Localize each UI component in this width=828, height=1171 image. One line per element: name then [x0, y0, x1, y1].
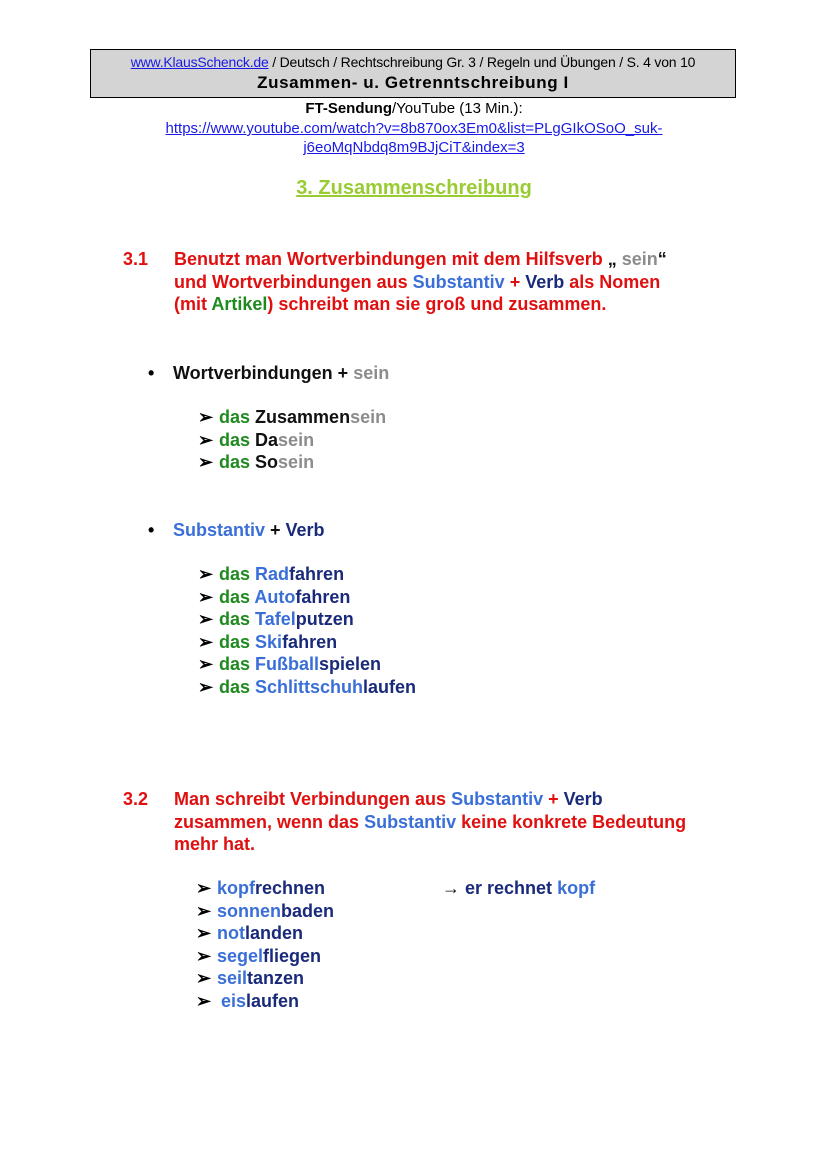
- rule-number: 3.1: [123, 249, 149, 269]
- header-breadcrumb: [91, 54, 735, 70]
- bullet-icon: •: [148, 363, 155, 383]
- list-no-concrete-meaning: [196, 877, 334, 1012]
- arrow-icon: ➢: [196, 990, 212, 1011]
- arrow-icon: ➢: [196, 900, 212, 921]
- list-item: ➢ kopfrechnen: [196, 878, 326, 898]
- youtube-link-line1: [0, 120, 828, 138]
- bullet-icon: •: [148, 520, 155, 540]
- list-substantiv-verb: [198, 563, 416, 698]
- arrow-icon: ➢: [198, 586, 214, 607]
- site-link[interactable]: www.KlausSchenck.de: [130, 54, 269, 70]
- list-item: ➢ das Fußballspielen: [198, 654, 382, 674]
- list-item: ➢ das Autofahren: [198, 586, 351, 607]
- youtube-link-cont[interactable]: j6eoMqNbdq8m9BJjCiT&index=3: [303, 139, 525, 156]
- arrow-icon: ➢: [198, 609, 214, 629]
- arrow-icon: ➢: [198, 676, 214, 697]
- example-kopfrechnen: → er rechnet kopf: [442, 878, 596, 898]
- ft-rest: /YouTube (13 Min.):: [392, 100, 523, 117]
- list-item: ➢ seiltanzen: [196, 968, 305, 988]
- list-item: ➢ sonnenbaden: [196, 900, 335, 921]
- arrow-icon: ➢: [198, 564, 214, 584]
- list-item: ➢ das Tafelputzen: [198, 609, 354, 629]
- arrow-icon: ➢: [196, 878, 212, 898]
- arrow-icon: ➢: [196, 923, 212, 943]
- arrow-icon: ➢: [198, 429, 214, 450]
- arrow-icon: ➢: [198, 407, 214, 427]
- list-item: ➢ das Zusammensein: [198, 407, 387, 427]
- list-sein: [198, 406, 386, 474]
- list-item: ➢ das Skifahren: [198, 631, 338, 652]
- youtube-link-line2: [0, 139, 828, 157]
- section-title: 3. Zusammenschreibung: [296, 177, 532, 199]
- bullet-wortverbindungen: • Wortverbindungen + sein: [148, 363, 390, 383]
- arrow-icon: ➢: [196, 968, 212, 988]
- list-item: ➢ notlanden: [196, 923, 303, 943]
- arrow-icon: ➢: [198, 452, 214, 472]
- rule-text: Man schreibt Verbindungen aus Substantiv + Verb zusammen, wenn das Substantiv keine konkrete Bedeutung mehr hat.: [174, 789, 687, 854]
- list-item: ➢ segelfliegen: [196, 945, 322, 966]
- arrow-icon: ➢: [198, 654, 214, 674]
- document-title: Zusammen- u. Getrenntschreibung I: [257, 73, 569, 92]
- list-item: ➢ eislaufen: [196, 990, 300, 1011]
- header-path: / Deutsch / Rechtschreibung Gr. 3 / Regeln und Übungen / S. 4 von 10: [268, 54, 696, 70]
- arrow-icon: ➢: [198, 631, 214, 652]
- bullet-substantiv-verb: • Substantiv + Verb: [148, 520, 325, 540]
- list-item: ➢ das Radfahren: [198, 564, 345, 584]
- rule-text: Benutzt man Wortverbindungen mit dem Hilfsverb „ sein“ und Wortverbindungen aus Substantiv + Verb als Nomen (mit Artikel) schreibt man sie groß und zusammen.: [174, 249, 667, 314]
- page-header: [90, 49, 736, 98]
- list-item: ➢ das Sosein: [198, 452, 315, 472]
- ft-line: [0, 100, 828, 118]
- rule-number: 3.2: [123, 789, 149, 809]
- list-item: ➢ das Dasein: [198, 429, 315, 450]
- arrow-icon: ➢: [196, 945, 212, 966]
- youtube-link[interactable]: https://www.youtube.com/watch?v=8b870ox3Em0&list=PLgGIkOSoO_suk-: [165, 120, 663, 137]
- ft-label: FT-Sendung: [305, 100, 392, 117]
- list-item: ➢ das Schlittschuhlaufen: [198, 676, 417, 697]
- right-arrow-icon: →: [442, 878, 466, 898]
